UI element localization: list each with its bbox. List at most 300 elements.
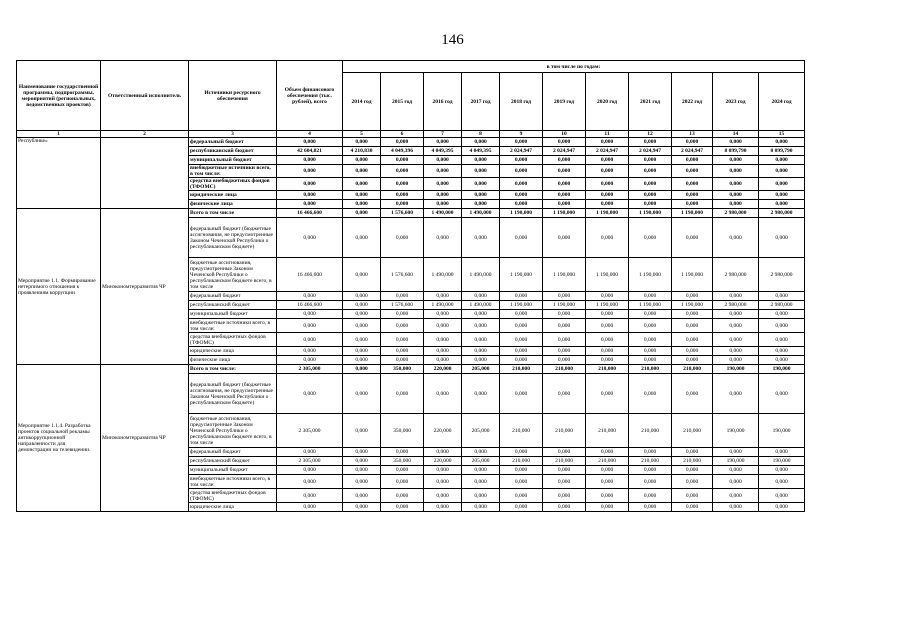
- total-value: 16 466,600: [277, 301, 343, 310]
- year-value: 0,000: [424, 178, 462, 191]
- year-value: 0,000: [462, 138, 500, 147]
- year-value: 2 024,947: [500, 147, 543, 156]
- year-value: 0,000: [672, 374, 713, 414]
- year-value: 0,000: [381, 200, 424, 209]
- year-value: 0,000: [500, 475, 543, 489]
- year-value: 0,000: [424, 292, 462, 301]
- total-value: 0,000: [277, 475, 343, 489]
- year-value: 2 024,947: [586, 147, 629, 156]
- year-value: 0,000: [586, 310, 629, 319]
- year-value: 2 980,000: [759, 301, 805, 310]
- year-value: 0,000: [500, 319, 543, 333]
- year-value: 0,000: [500, 356, 543, 365]
- funding-source: юридические лица: [189, 503, 277, 512]
- year-value: 210,000: [543, 457, 586, 466]
- year-value: 0,000: [500, 310, 543, 319]
- year-value: 0,000: [759, 156, 805, 165]
- page-number: 146: [441, 32, 464, 48]
- year-value: 0,000: [713, 503, 759, 512]
- year-value: 0,000: [381, 475, 424, 489]
- year-value: 0,000: [586, 218, 629, 258]
- year-value: 0,000: [424, 138, 462, 147]
- year-value: 0,000: [759, 200, 805, 209]
- year-value: 0,000: [759, 191, 805, 200]
- year-value: 0,000: [713, 138, 759, 147]
- year-value: 205,000: [462, 365, 500, 374]
- year-value: 0,000: [343, 333, 381, 347]
- year-value: 0,000: [343, 178, 381, 191]
- year-value: 0,000: [381, 347, 424, 356]
- table-header: [17, 61, 805, 138]
- year-value: 0,000: [381, 356, 424, 365]
- year-value: 0,000: [629, 200, 672, 209]
- year-value: 0,000: [672, 310, 713, 319]
- funding-source: юридические лица: [189, 191, 277, 200]
- year-value: 0,000: [500, 191, 543, 200]
- year-value: 0,000: [543, 218, 586, 258]
- year-value: 0,000: [462, 466, 500, 475]
- year-value: 0,000: [586, 138, 629, 147]
- year-value: 190,000: [713, 457, 759, 466]
- year-value: 0,000: [759, 319, 805, 333]
- header-year: 2017 год: [462, 73, 500, 131]
- year-value: 0,000: [543, 191, 586, 200]
- year-value: 210,000: [586, 414, 629, 448]
- year-value: 0,000: [462, 319, 500, 333]
- year-value: 0,000: [462, 191, 500, 200]
- year-value: 0,000: [343, 209, 381, 218]
- year-value: 0,000: [500, 138, 543, 147]
- year-value: 0,000: [381, 489, 424, 503]
- funding-source: муниципальный бюджет: [189, 466, 277, 475]
- year-value: 205,000: [462, 414, 500, 448]
- year-value: 0,000: [629, 165, 672, 178]
- funding-source: муниципальный бюджет: [189, 310, 277, 319]
- header-name: Наименование государственной программы, подпрограммы, мероприятий (региональных, ведомственных проектов): [17, 61, 101, 131]
- year-value: 0,000: [462, 310, 500, 319]
- year-value: 0,000: [500, 292, 543, 301]
- year-value: 0,000: [586, 489, 629, 503]
- year-value: 0,000: [381, 156, 424, 165]
- total-value: 0,000: [277, 319, 343, 333]
- year-value: 4 210,830: [343, 147, 381, 156]
- year-value: 0,000: [713, 200, 759, 209]
- column-number: 6: [381, 131, 424, 138]
- year-value: 210,000: [500, 414, 543, 448]
- year-value: 0,000: [381, 310, 424, 319]
- year-value: 1 576,600: [381, 301, 424, 310]
- year-value: 0,000: [672, 356, 713, 365]
- header-year: 2016 год: [424, 73, 462, 131]
- year-value: 1 190,000: [543, 258, 586, 292]
- year-value: 0,000: [343, 347, 381, 356]
- header-year: 2021 год: [629, 73, 672, 131]
- funding-source: юридические лица: [189, 347, 277, 356]
- funding-source: республиканский бюджет: [189, 301, 277, 310]
- funding-source: физические лица: [189, 356, 277, 365]
- year-value: 1 190,000: [586, 209, 629, 218]
- year-value: 0,000: [500, 333, 543, 347]
- column-number: 5: [343, 131, 381, 138]
- year-value: 0,000: [672, 347, 713, 356]
- year-value: 210,000: [629, 457, 672, 466]
- header-year: 2023 год: [713, 73, 759, 131]
- year-value: 0,000: [759, 489, 805, 503]
- year-value: 0,000: [586, 466, 629, 475]
- event-name: Республике»: [17, 138, 101, 209]
- year-value: 0,000: [424, 200, 462, 209]
- funding-source: федеральный бюджет: [189, 138, 277, 147]
- year-value: 0,000: [462, 165, 500, 178]
- header-source: Источники ресурсного обеспечения: [189, 61, 277, 131]
- year-value: 0,000: [713, 347, 759, 356]
- column-number: 9: [500, 131, 543, 138]
- year-value: 0,000: [586, 448, 629, 457]
- year-value: 1 490,000: [424, 209, 462, 218]
- year-value: 0,000: [543, 178, 586, 191]
- year-value: 0,000: [424, 218, 462, 258]
- year-value: 2 980,000: [759, 209, 805, 218]
- year-value: 0,000: [629, 466, 672, 475]
- year-value: 210,000: [629, 365, 672, 374]
- year-value: 4 049,396: [381, 147, 424, 156]
- year-value: 0,000: [629, 178, 672, 191]
- year-value: 1 190,000: [543, 301, 586, 310]
- year-value: 1 490,000: [462, 301, 500, 310]
- header-years-group: в том числе по годам:: [343, 61, 805, 73]
- year-value: 0,000: [713, 292, 759, 301]
- year-value: 0,000: [424, 310, 462, 319]
- year-value: 1 490,000: [424, 301, 462, 310]
- year-value: 0,000: [424, 191, 462, 200]
- year-value: 220,000: [424, 414, 462, 448]
- total-value: 0,000: [277, 200, 343, 209]
- year-value: 0,000: [462, 292, 500, 301]
- funding-source: федеральный бюджет (бюджетные ассигнования, не предусмотренные Законом Чеченской Республики о республиканском бюджете): [189, 374, 277, 414]
- year-value: 0,000: [343, 457, 381, 466]
- year-value: 0,000: [381, 218, 424, 258]
- year-value: 0,000: [629, 489, 672, 503]
- header-year: 2014 год: [343, 73, 381, 131]
- column-numbers-row: [17, 131, 805, 138]
- year-value: 0,000: [543, 138, 586, 147]
- funding-source: федеральный бюджет: [189, 292, 277, 301]
- year-value: 0,000: [672, 178, 713, 191]
- year-value: 0,000: [543, 347, 586, 356]
- year-value: 0,000: [500, 347, 543, 356]
- year-value: 0,000: [343, 292, 381, 301]
- year-value: 0,000: [759, 218, 805, 258]
- year-value: 0,000: [672, 319, 713, 333]
- year-value: 0,000: [543, 200, 586, 209]
- funding-source: республиканский бюджет: [189, 147, 277, 156]
- funding-source: Всего в том числе:: [189, 365, 277, 374]
- year-value: 210,000: [586, 457, 629, 466]
- total-value: 0,000: [277, 503, 343, 512]
- column-number: 10: [543, 131, 586, 138]
- year-value: 2 980,000: [713, 209, 759, 218]
- year-value: 0,000: [343, 156, 381, 165]
- year-value: 0,000: [586, 156, 629, 165]
- year-value: 0,000: [343, 503, 381, 512]
- year-value: 0,000: [500, 218, 543, 258]
- year-value: 0,000: [424, 319, 462, 333]
- total-value: 2 305,000: [277, 414, 343, 448]
- year-value: 8 099,790: [759, 147, 805, 156]
- table-row: [17, 365, 805, 374]
- year-value: 220,000: [424, 457, 462, 466]
- funding-source: внебюджетные источники всего, в том числе:: [189, 319, 277, 333]
- year-value: 0,000: [759, 292, 805, 301]
- year-value: 4 049,395: [462, 147, 500, 156]
- column-number: 13: [672, 131, 713, 138]
- funding-source: средства внебюджетных фондов (ТФОМС): [189, 333, 277, 347]
- year-value: 0,000: [381, 466, 424, 475]
- year-value: 0,000: [713, 165, 759, 178]
- year-value: 1 576,600: [381, 209, 424, 218]
- year-value: 0,000: [381, 191, 424, 200]
- year-value: 0,000: [424, 466, 462, 475]
- year-value: 205,000: [462, 457, 500, 466]
- funding-source: средства внебюджетных фондов (ТФОМС): [189, 178, 277, 191]
- funding-source: федеральный бюджет (бюджетные ассигнования, не предусмотренные Законом Чеченской Республики о республиканском бюджете): [189, 218, 277, 258]
- total-value: 0,000: [277, 466, 343, 475]
- year-value: 1 190,000: [629, 301, 672, 310]
- year-value: 0,000: [672, 448, 713, 457]
- year-value: 0,000: [462, 475, 500, 489]
- year-value: 2 980,000: [713, 301, 759, 310]
- year-value: 0,000: [759, 448, 805, 457]
- year-value: 0,000: [381, 503, 424, 512]
- year-value: 1 190,000: [500, 209, 543, 218]
- year-value: 0,000: [672, 191, 713, 200]
- responsible-executor: Минэкономтерразвития ЧР: [101, 365, 189, 512]
- year-value: 1 190,000: [629, 258, 672, 292]
- year-value: 0,000: [500, 374, 543, 414]
- year-value: 2 024,947: [543, 147, 586, 156]
- funding-source: федеральный бюджет: [189, 448, 277, 457]
- year-value: 0,000: [713, 489, 759, 503]
- year-value: 210,000: [500, 457, 543, 466]
- year-value: 0,000: [424, 374, 462, 414]
- year-value: 0,000: [543, 292, 586, 301]
- year-value: 190,000: [759, 365, 805, 374]
- year-value: 0,000: [759, 475, 805, 489]
- year-value: 210,000: [543, 414, 586, 448]
- funding-source: внебюджетные источники всего, в том числе:: [189, 165, 277, 178]
- funding-source: физические лица: [189, 200, 277, 209]
- year-value: 0,000: [543, 156, 586, 165]
- year-value: 190,000: [759, 414, 805, 448]
- year-value: 0,000: [343, 466, 381, 475]
- year-value: 210,000: [586, 365, 629, 374]
- year-value: 0,000: [629, 475, 672, 489]
- year-value: 0,000: [343, 374, 381, 414]
- year-value: 0,000: [629, 503, 672, 512]
- year-value: 0,000: [713, 374, 759, 414]
- year-value: 210,000: [500, 365, 543, 374]
- year-value: 0,000: [629, 191, 672, 200]
- total-value: 0,000: [277, 178, 343, 191]
- year-value: 0,000: [462, 503, 500, 512]
- responsible-executor: [101, 138, 189, 209]
- year-value: 190,000: [713, 414, 759, 448]
- year-value: 1 190,000: [500, 258, 543, 292]
- year-value: 0,000: [500, 489, 543, 503]
- year-value: 0,000: [543, 319, 586, 333]
- year-value: 0,000: [381, 333, 424, 347]
- year-value: 0,000: [759, 374, 805, 414]
- year-value: 0,000: [343, 356, 381, 365]
- year-value: 210,000: [543, 365, 586, 374]
- year-value: 0,000: [462, 448, 500, 457]
- year-value: 0,000: [672, 475, 713, 489]
- funding-source: бюджетные ассигнования, предусмотренные Законом Чеченской Республики о республиканском бюджете всего, в том числе: [189, 258, 277, 292]
- year-value: 210,000: [672, 457, 713, 466]
- total-value: 42 604,821: [277, 147, 343, 156]
- year-value: 1 490,000: [424, 258, 462, 292]
- year-value: 210,000: [672, 365, 713, 374]
- year-value: 0,000: [586, 178, 629, 191]
- year-value: 0,000: [586, 165, 629, 178]
- year-value: 0,000: [500, 466, 543, 475]
- column-number: 4: [277, 131, 343, 138]
- year-value: 1 576,600: [381, 258, 424, 292]
- year-value: 0,000: [343, 191, 381, 200]
- year-value: 0,000: [629, 218, 672, 258]
- year-value: 0,000: [713, 218, 759, 258]
- year-value: 0,000: [629, 292, 672, 301]
- year-value: 0,000: [672, 138, 713, 147]
- year-value: 0,000: [500, 448, 543, 457]
- year-value: 0,000: [543, 466, 586, 475]
- year-value: 0,000: [462, 178, 500, 191]
- year-value: 0,000: [343, 301, 381, 310]
- year-value: 0,000: [629, 448, 672, 457]
- header-year: 2024 год: [759, 73, 805, 131]
- header-total: Объем финансового обеспечения (тыс. рублей), всего: [277, 61, 343, 131]
- year-value: 0,000: [343, 218, 381, 258]
- year-value: 0,000: [759, 138, 805, 147]
- funding-source: Всего в том числе: [189, 209, 277, 218]
- year-value: 0,000: [713, 448, 759, 457]
- year-value: 0,000: [343, 310, 381, 319]
- year-value: 0,000: [586, 503, 629, 512]
- total-value: 0,000: [277, 292, 343, 301]
- header-year: 2015 год: [381, 73, 424, 131]
- header-year: 2018 год: [500, 73, 543, 131]
- year-value: 0,000: [343, 448, 381, 457]
- year-value: 0,000: [343, 165, 381, 178]
- year-value: 1 190,000: [500, 301, 543, 310]
- year-value: 0,000: [462, 347, 500, 356]
- year-value: 4 049,395: [424, 147, 462, 156]
- table-body: [17, 138, 805, 512]
- column-number: 14: [713, 131, 759, 138]
- year-value: 0,000: [713, 466, 759, 475]
- year-value: 0,000: [381, 165, 424, 178]
- year-value: 0,000: [424, 475, 462, 489]
- total-value: 0,000: [277, 165, 343, 178]
- column-number: 1: [17, 131, 101, 138]
- year-value: 0,000: [381, 374, 424, 414]
- total-value: 2 305,000: [277, 457, 343, 466]
- year-value: 0,000: [586, 475, 629, 489]
- year-value: 0,000: [672, 503, 713, 512]
- year-value: 0,000: [672, 333, 713, 347]
- year-value: 1 190,000: [672, 209, 713, 218]
- header-year: 2022 год: [672, 73, 713, 131]
- year-value: 0,000: [586, 356, 629, 365]
- year-value: 350,000: [381, 365, 424, 374]
- year-value: 0,000: [424, 165, 462, 178]
- year-value: 0,000: [713, 333, 759, 347]
- year-value: 0,000: [672, 218, 713, 258]
- year-value: 0,000: [543, 503, 586, 512]
- year-value: 2 980,000: [759, 258, 805, 292]
- year-value: 0,000: [424, 448, 462, 457]
- year-value: 0,000: [543, 374, 586, 414]
- year-value: 190,000: [713, 365, 759, 374]
- year-value: 0,000: [424, 356, 462, 365]
- column-number: 11: [586, 131, 629, 138]
- event-name: Мероприятие 1.1. Формирование нетерпимого отношения к проявлениям коррупции: [17, 209, 101, 365]
- table-row: [17, 209, 805, 218]
- year-value: 0,000: [381, 448, 424, 457]
- year-value: 0,000: [381, 138, 424, 147]
- year-value: 220,000: [424, 365, 462, 374]
- total-value: 0,000: [277, 356, 343, 365]
- year-value: 0,000: [343, 365, 381, 374]
- year-value: 0,000: [462, 333, 500, 347]
- year-value: 0,000: [586, 347, 629, 356]
- year-value: 0,000: [672, 466, 713, 475]
- year-value: 0,000: [586, 319, 629, 333]
- year-value: 1 190,000: [672, 258, 713, 292]
- year-value: 2 024,947: [672, 147, 713, 156]
- funding-source: республиканский бюджет: [189, 457, 277, 466]
- year-value: 0,000: [629, 310, 672, 319]
- year-value: 0,000: [629, 333, 672, 347]
- year-value: 0,000: [543, 310, 586, 319]
- year-value: 2 980,000: [713, 258, 759, 292]
- budget-table: [16, 60, 805, 512]
- column-number: 2: [101, 131, 189, 138]
- year-value: 0,000: [586, 333, 629, 347]
- year-value: 0,000: [586, 200, 629, 209]
- year-value: 0,000: [713, 191, 759, 200]
- year-value: 0,000: [381, 292, 424, 301]
- total-value: 16 466,600: [277, 258, 343, 292]
- year-value: 0,000: [629, 138, 672, 147]
- year-value: 0,000: [543, 489, 586, 503]
- column-number: 8: [462, 131, 500, 138]
- year-value: 0,000: [759, 347, 805, 356]
- year-value: 0,000: [500, 503, 543, 512]
- year-value: 0,000: [672, 489, 713, 503]
- year-value: 0,000: [462, 156, 500, 165]
- year-value: 0,000: [586, 191, 629, 200]
- year-value: 0,000: [424, 503, 462, 512]
- year-value: 0,000: [424, 489, 462, 503]
- year-value: 0,000: [343, 414, 381, 448]
- year-value: 0,000: [759, 178, 805, 191]
- total-value: 0,000: [277, 489, 343, 503]
- year-value: 0,000: [424, 156, 462, 165]
- column-number: 12: [629, 131, 672, 138]
- year-value: 0,000: [759, 466, 805, 475]
- year-value: 0,000: [343, 489, 381, 503]
